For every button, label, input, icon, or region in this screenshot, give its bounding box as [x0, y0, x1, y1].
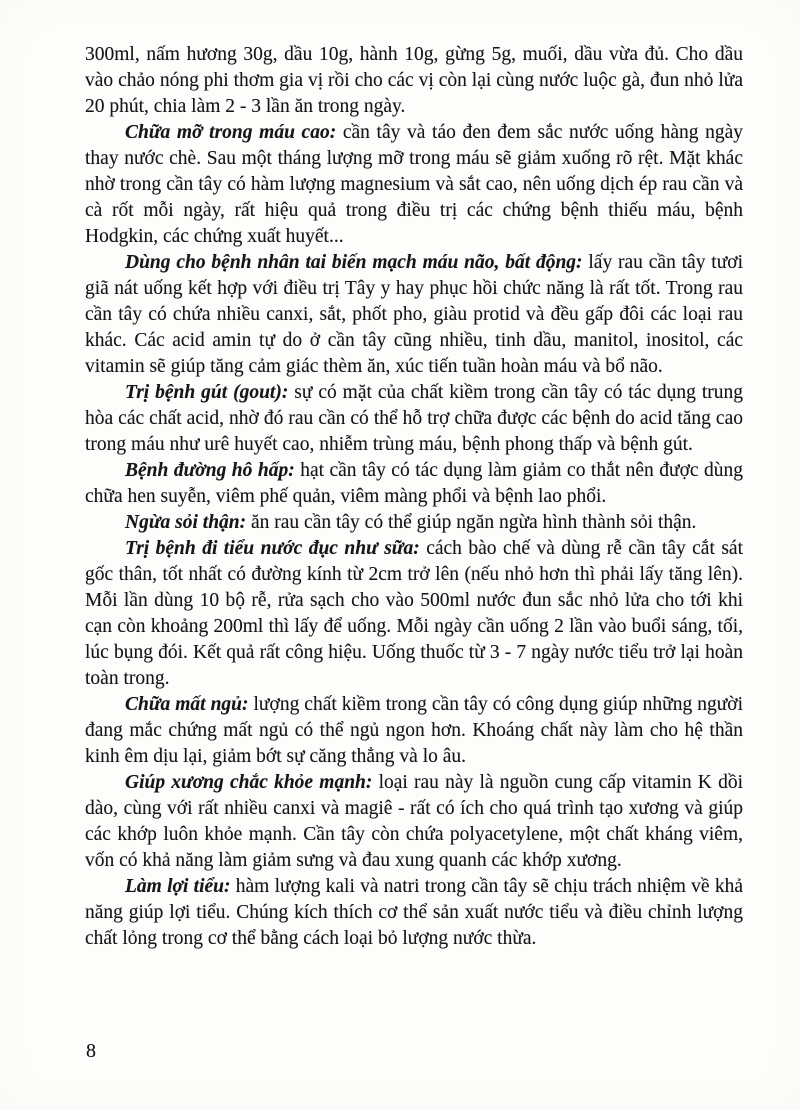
paragraph — [85, 536, 743, 692]
paragraph-lead: Trị bệnh gút (gout): — [125, 382, 289, 403]
paragraph-lead: Bệnh đường hô hấp: — [125, 460, 295, 481]
paragraph — [85, 120, 743, 250]
paragraph-lead: Chữa mất ngủ: — [125, 694, 249, 715]
paragraph-lead: Giúp xương chắc khỏe mạnh: — [125, 772, 373, 793]
paragraph-body: lấy rau cần tây tươi giã nát uống kết hợp với điều trị Tây y hay phục hồi chức năng là rất tốt. Trong rau cần tây có chứa nhiều canxi, sắt, phốt pho, giàu protid và đều gấp đôi các loại rau khác. Các acid amin tự do ở cần tây cũng nhiều, tinh dầu, manitol, inositol, các vitamin sẽ giúp tăng cảm giác thèm ăn, xúc tiến tuần hoàn máu và bổ não. — [85, 252, 744, 377]
paragraph-lead: Làm lợi tiểu: — [125, 876, 231, 897]
page-text-block — [85, 42, 743, 952]
paragraph — [85, 510, 743, 536]
paragraph-body: ăn rau cần tây có thể giúp ngăn ngừa hình thành sỏi thận. — [251, 512, 697, 533]
paragraph-lead: Dùng cho bệnh nhân tai biến mạch máu não, bất động: — [125, 252, 583, 273]
paragraph — [85, 42, 743, 120]
paragraph-body: loại rau này là nguồn cung cấp vitamin K dồi dào, cùng với rất nhiều canxi và magiê - rất có ích cho quá trình tạo xương và giúp các khớp luôn khỏe mạnh. Cần tây còn chứa polyacetylene, một chất kháng viêm, vốn có khả năng làm giảm sưng và đau xung quanh các khớp xương. — [85, 772, 743, 871]
paragraph-body: 300ml, nấm hương 30g, dầu 10g, hành 10g, gừng 5g, muối, dầu vừa đủ. Cho dầu vào chảo nóng phi thơm gia vị rồi cho các vị còn lại cùng nước luộc gà, đun nhỏ lửa 20 phút, chia làm 2 - 3 lần ăn trong ngày. — [85, 44, 743, 117]
paragraph-body: hàm lượng kali và natri trong cần tây sẽ chịu trách nhiệm về khả năng giúp lợi tiểu. Chúng kích thích cơ thể sản xuất nước tiểu và điều chỉnh lượng chất lỏng trong cơ thể bằng cách loại bỏ lượng nước thừa. — [85, 876, 743, 949]
paragraph-lead: Chữa mỡ trong máu cao: — [125, 122, 337, 143]
paragraph — [85, 770, 743, 874]
paragraph — [85, 250, 743, 380]
paragraph-body: cách bào chế và dùng rễ cần tây cắt sát gốc thân, tốt nhất có đường kính từ 2cm trở lên (nếu nhỏ hơn thì phải lấy tăng lên). Mỗi lần dùng 10 bộ rễ, rửa sạch cho vào 500ml nước đun sắc nhỏ lửa cho tới khi cạn còn khoảng 200ml thì lấy để uống. Mỗi ngày cần uống 2 lần vào buổi sáng, tối, lúc bụng đói. Kết quả rất công hiệu. Uống thuốc từ 3 - 7 ngày nước tiểu trở lại hoàn toàn trong. — [85, 538, 743, 689]
paragraph-body: hạt cần tây có tác dụng làm giảm co thắt nên được dùng chữa hen suyễn, viêm phế quản, viêm màng phổi và bệnh lao phổi. — [85, 460, 744, 507]
paragraph-lead: Trị bệnh đi tiểu nước đục như sữa: — [125, 538, 420, 559]
page-number: 8 — [86, 1040, 96, 1062]
paragraph — [85, 874, 743, 952]
paragraph — [85, 692, 743, 770]
paragraph-body: lượng chất kiềm trong cần tây có công dụng giúp những người đang mắc chứng mất ngủ có thể ngủ ngon hơn. Khoáng chất này làm cho hệ thần kinh êm dịu lại, giảm bớt sự căng thẳng và lo âu. — [85, 694, 743, 767]
paragraph — [85, 380, 743, 458]
paragraph-body: cần tây và táo đen đem sắc nước uống hàng ngày thay nước chè. Sau một tháng lượng mỡ trong máu sẽ giảm xuống rõ rệt. Mặt khác nhờ trong cần tây có hàm lượng magnesium và sắt cao, nên uống dịch ép rau cần và cà rốt mỗi ngày, rất hiệu quả trong điều trị các chứng bệnh thiếu máu, bệnh Hodgkin, các chứng xuất huyết... — [85, 122, 744, 247]
paragraph-lead: Ngừa sỏi thận: — [125, 512, 247, 533]
paragraph-body: sự có mặt của chất kiềm trong cần tây có tác dụng trung hòa các chất acid, nhờ đó rau cần có thể hỗ trợ chữa được các bệnh do acid tăng cao trong máu như urê huyết cao, nhiễm trùng máu, bệnh phong thấp và bệnh gút. — [85, 382, 744, 455]
paragraph — [85, 458, 743, 510]
